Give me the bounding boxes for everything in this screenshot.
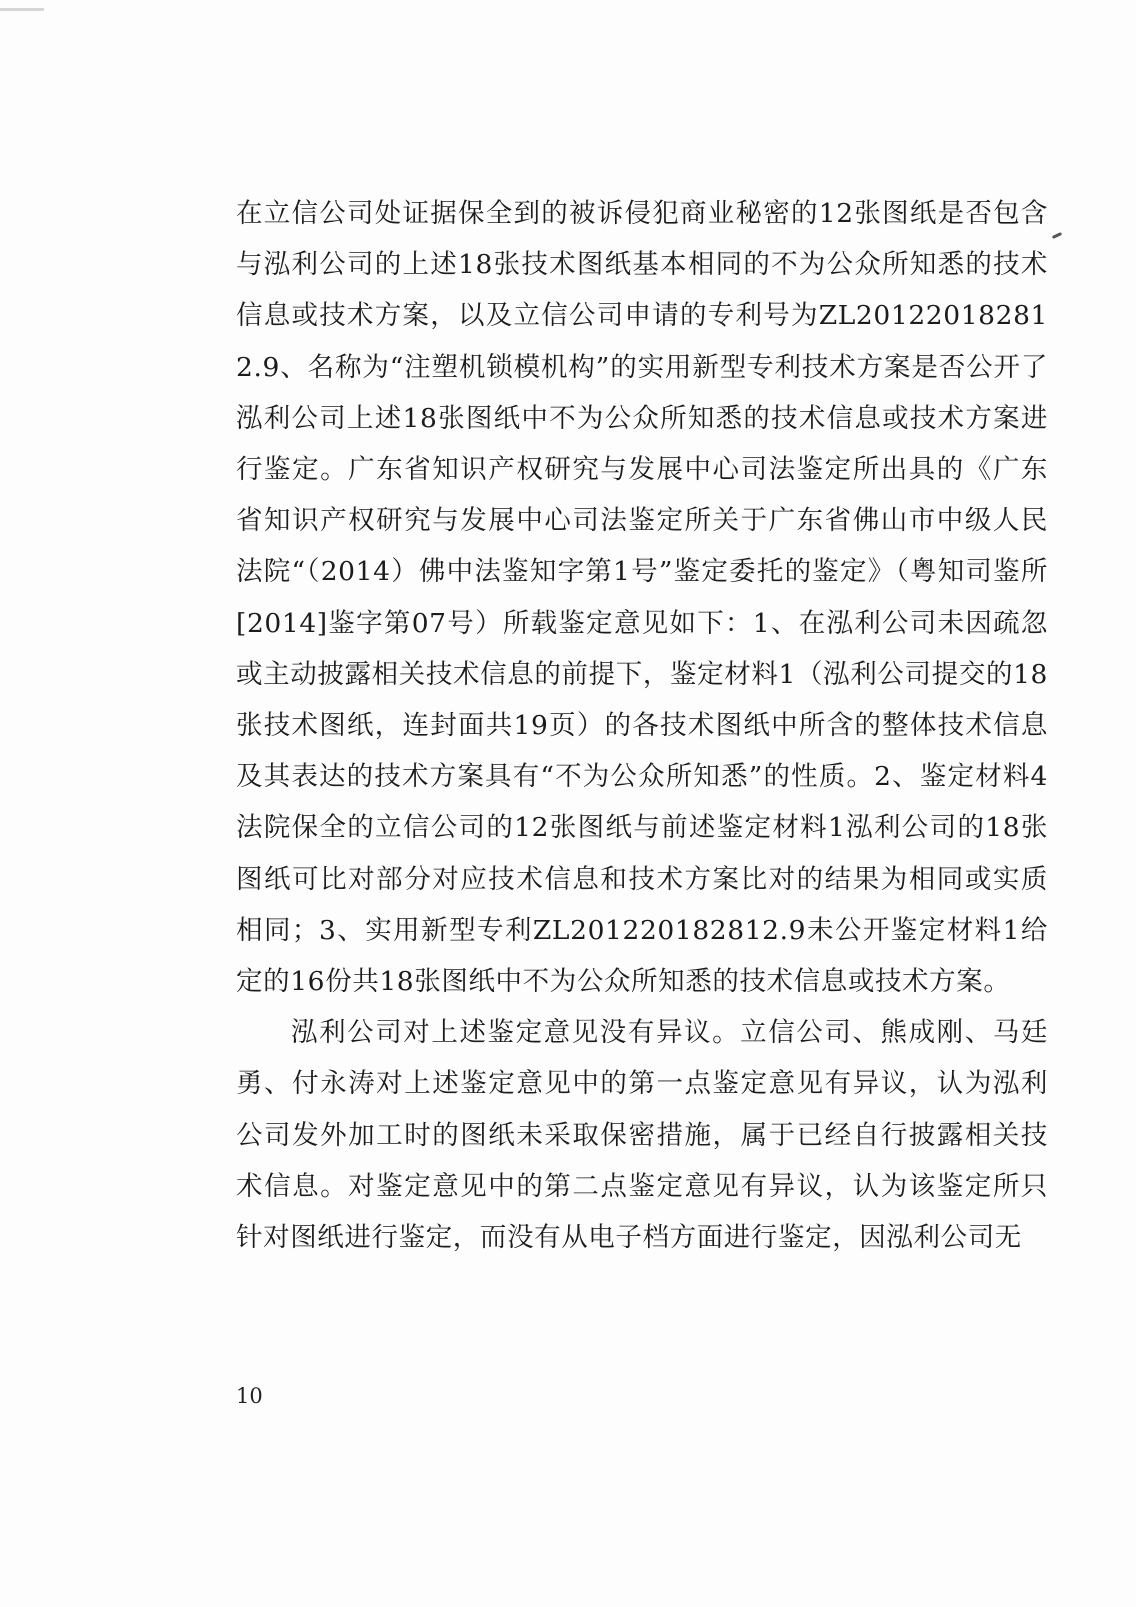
ink-speck	[1052, 232, 1062, 239]
paragraph-objections: 泓利公司对上述鉴定意见没有异议。立信公司、熊成刚、马廷勇、付永涛对上述鉴定意见中的第一点鉴定意见有异议，认为泓利公司发外加工时的图纸未采取保密措施，属于已经自行披露相关技术信息。对鉴定意见中的第二点鉴定意见有异议，认为该鉴定所只针对图纸进行鉴定，而没有从电子档方面进行鉴定，因泓利公司无	[236, 1017, 1048, 1254]
paragraph-appraisal-request: 在立信公司处证据保全到的被诉侵犯商业秘密的12张图纸是否包含与泓利公司的上述18张技术图纸基本相同的不为公众所知悉的技术信息或技术方案，以及立信公司申请的专利号为ZL201220182812.9、名称为“注塑机锁模机构”的实用新型专利技术方案是否公开了泓利公司上述18张图纸中不为公众所知悉的技术信息或技术方案进行鉴定。广东省知识产权研究与发展中心司法鉴定所出具的《广东省知识产权研究与发展中心司法鉴定所关于广东省佛山市中级人民法院“（2014）佛中法鉴知字第1号”鉴定委托的鉴定》（粤知司鉴所[2014]鉴字第07号）所载鉴定意见如下：1、在泓利公司未因疏忽或主动披露相关技术信息的前提下，鉴定材料1（泓利公司提交的18张技术图纸，连封面共19页）的各技术图纸中所含的整体技术信息及其表达的技术方案具有“不为公众所知悉”的性质。2、鉴定材料4法院保全的立信公司的12张图纸与前述鉴定材料1泓利公司的18张图纸可比对部分对应技术信息和技术方案比对的结果为相同或实质相同；3、实用新型专利ZL201220182812.9未公开鉴定材料1给定的16份共18张图纸中不为公众所知悉的技术信息或技术方案。	[236, 198, 1048, 998]
page-number: 10	[236, 1384, 263, 1408]
body-text	[236, 188, 1048, 1263]
scan-edge-mark	[0, 8, 44, 11]
